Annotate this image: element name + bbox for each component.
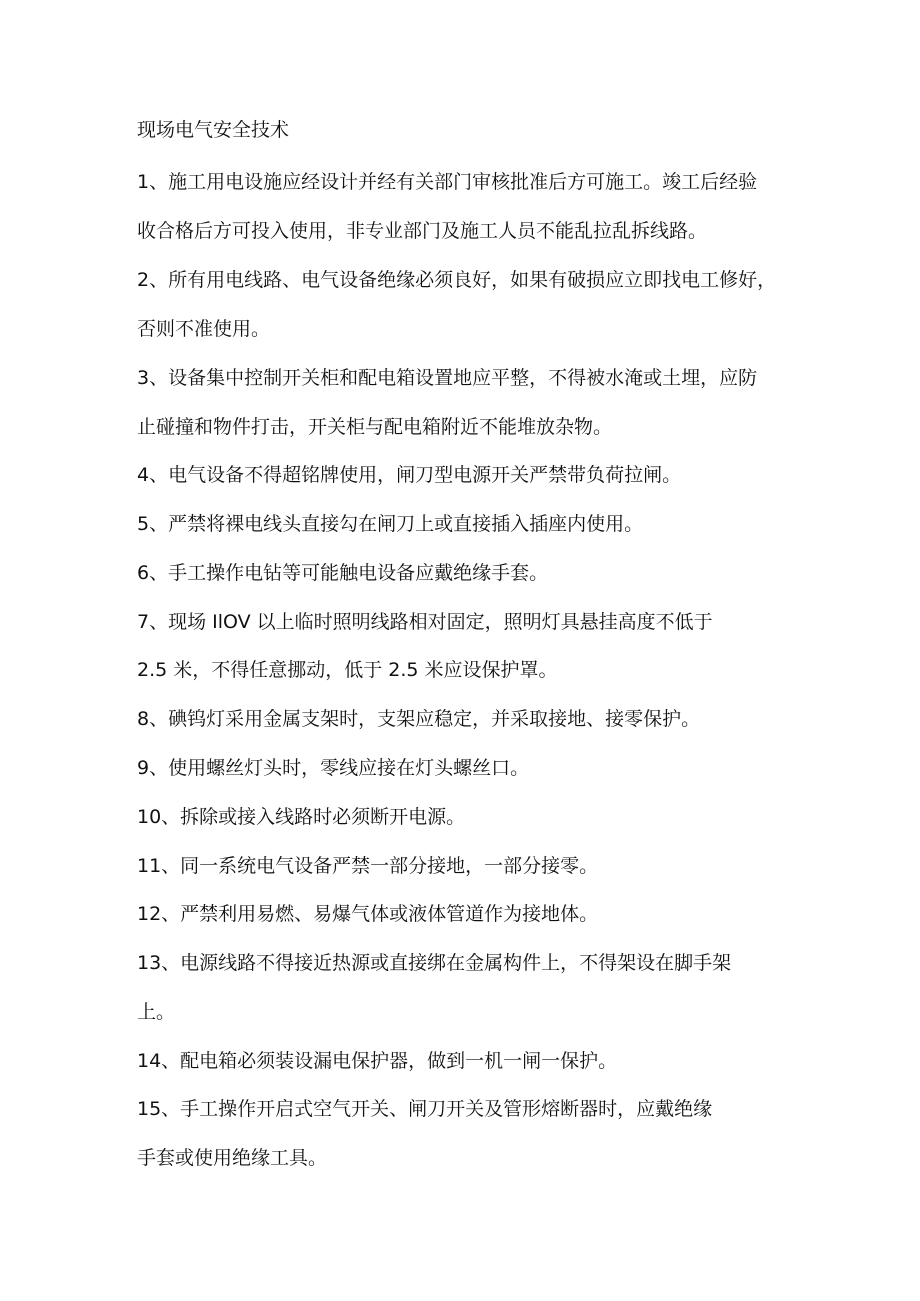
paragraph-line: 7、现场 IlOV 以上临时照明线路相对固定，照明灯具悬挂高度不低于 <box>137 611 713 633</box>
paragraph-line: 13、电源线路不得接近热源或直接绑在金属构件上，不得架设在脚手架 <box>137 952 732 974</box>
paragraph-line: 否则不准使用。 <box>137 318 271 340</box>
paragraph-line: 5、严禁将裸电线头直接勾在闸刀上或直接插入插座内使用。 <box>137 513 644 535</box>
paragraph-line: 12、严禁利用易燃、易爆气体或液体管道作为接地体。 <box>137 903 599 925</box>
paragraph-line: 1、施工用电设施应经设计并经有关部门审核批准后方可施工。竣工后经验 <box>137 171 758 193</box>
paragraph-line: 2.5 米，不得任意挪动，低于 2.5 米应设保护罩。 <box>137 659 558 681</box>
paragraph-line: 3、设备集中控制开关柜和配电箱设置地应平整，不得被水淹或土埋，应防 <box>137 367 758 389</box>
paragraph-line: 8、碘钨灯采用金属支架时，支架应稳定，并采取接地、接零保护。 <box>137 708 701 730</box>
paragraph-line: 10、拆除或接入线路时必须断开电源。 <box>137 806 466 828</box>
paragraph-line: 14、配电箱必须装设漏电保护器，做到一机一闸一保护。 <box>137 1050 618 1072</box>
paragraph-line: 6、手工操作电钻等可能触电设备应戴绝缘手套。 <box>137 562 549 584</box>
paragraph-line: 2、所有用电线路、电气设备绝缘必须良好，如果有破损应立即找电工修好， <box>137 269 777 291</box>
paragraph-line: 4、电气设备不得超铭牌使用，闸刀型电源开关严禁带负荷拉闸。 <box>137 464 682 486</box>
paragraph-line: 11、同一系统电气设备严禁一部分接地，一部分接零。 <box>137 855 599 877</box>
document-title: 现场电气安全技术 <box>137 119 290 141</box>
paragraph-line: 上。 <box>137 1001 176 1023</box>
paragraph-line: 收合格后方可投入使用，非专业部门及施工人员不能乱拉乱拆线路。 <box>137 220 708 242</box>
paragraph-line: 手套或使用绝缘工具。 <box>137 1147 328 1169</box>
paragraph-line: 止碰撞和物件打击，开关柜与配电箱附近不能堆放杂物。 <box>137 416 613 438</box>
paragraph-line: 15、手工操作开启式空气开关、闸刀开关及管形熔断器时，应戴绝缘 <box>137 1098 713 1120</box>
paragraph-line: 9、使用螺丝灯头时，零线应接在灯头螺丝口。 <box>137 757 530 779</box>
